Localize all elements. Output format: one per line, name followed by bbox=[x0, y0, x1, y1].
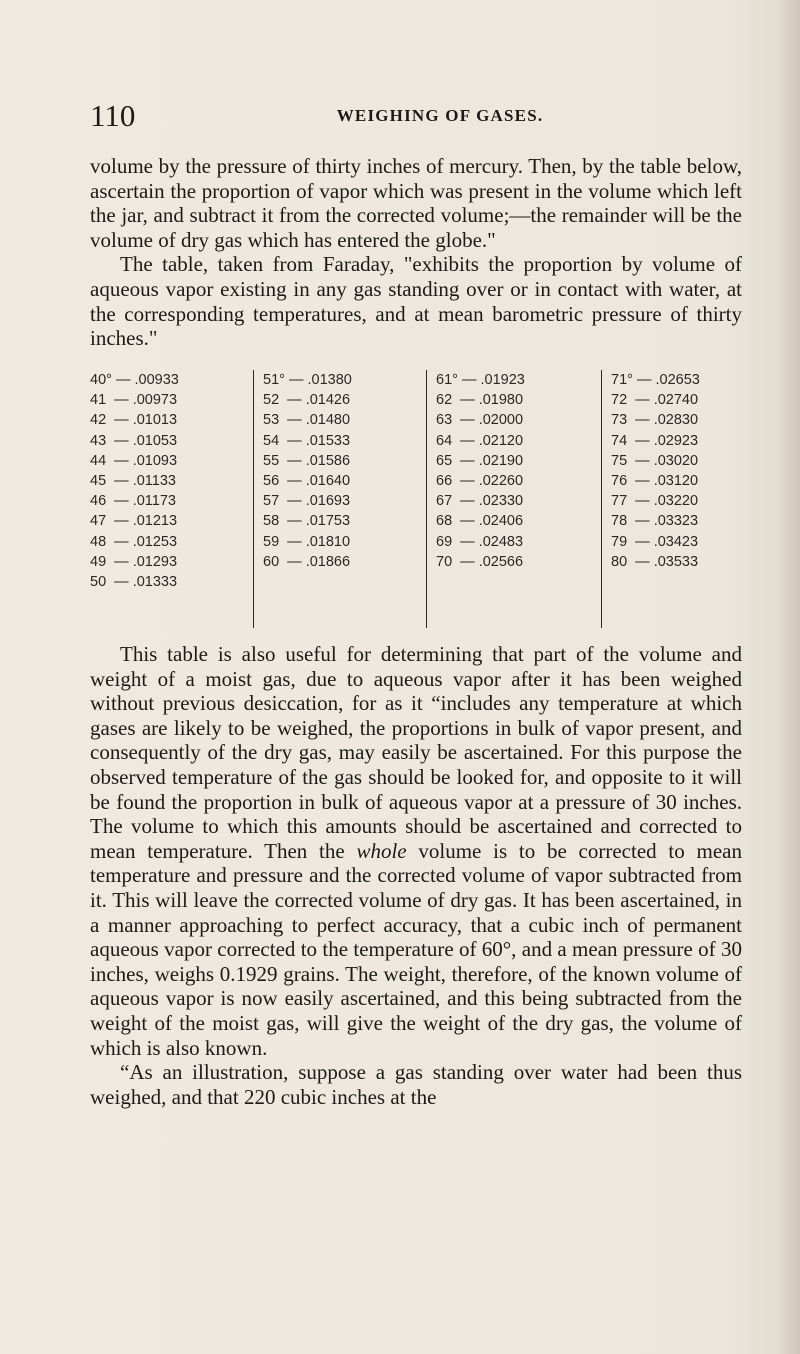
table-column-2 bbox=[253, 370, 352, 628]
table-row: 61° — .01923 bbox=[436, 372, 525, 388]
table-row: 76 — .03120 bbox=[611, 472, 699, 489]
table-row: 57 — .01693 bbox=[263, 493, 351, 510]
table-row: 74 — .02923 bbox=[611, 432, 699, 449]
table-row: 55 — .01586 bbox=[263, 452, 351, 469]
table-row: 70 — .02566 bbox=[436, 553, 524, 570]
table-row: 47 — .01213 bbox=[90, 513, 178, 530]
table-row: 69 — .02483 bbox=[436, 533, 524, 550]
table-row: 59 — .01810 bbox=[263, 533, 351, 550]
body-paragraph-2: “As an illustration, suppose a gas standing over water had been thus weighed, and that 220 cubic inches at the bbox=[90, 1060, 742, 1109]
table-row: 66 — .02260 bbox=[436, 472, 524, 489]
table-column-4 bbox=[601, 370, 700, 628]
body-text bbox=[90, 642, 742, 1109]
table-row: 60 — .01866 bbox=[263, 553, 351, 570]
table-row: 53 — .01480 bbox=[263, 412, 351, 429]
emphasized-word: whole bbox=[356, 838, 407, 863]
table-row: 78 — .03323 bbox=[611, 513, 699, 530]
table-row: 67 — .02330 bbox=[436, 493, 524, 510]
table-row: 52 — .01426 bbox=[263, 392, 351, 409]
table-row: 43 — .01053 bbox=[90, 432, 178, 449]
intro-text bbox=[90, 154, 742, 351]
table-row: 44 — .01093 bbox=[90, 452, 178, 469]
body-paragraph-1 bbox=[90, 642, 742, 1060]
table-row: 51° — .01380 bbox=[263, 372, 352, 388]
table-row: 42 — .01013 bbox=[90, 412, 178, 429]
table-row: 65 — .02190 bbox=[436, 452, 524, 469]
vapor-proportion-table bbox=[90, 370, 750, 625]
running-head: WEIGHING OF GASES. bbox=[336, 106, 544, 125]
table-row: 77 — .03220 bbox=[611, 493, 699, 510]
table-row: 72 — .02740 bbox=[611, 392, 699, 409]
table-row: 64 — .02120 bbox=[436, 432, 524, 449]
table-row: 68 — .02406 bbox=[436, 513, 524, 530]
body-text-part-2: volume is to be corrected to mean temperature and pressure and the corrected volume of vapor subtracted from it. This will leave the corrected volume of dry gas. It has been ascertained, in a manner approaching to perfect accuracy, that a cubic inch of permanent aqueous vapor corrected to the temperature of 60°, and a mean pressure of 30 inches, weighs 0.1929 grains. The weight, therefore, of the known volume of aqueous vapor is now easily ascertained, and this being subtracted from the weight of the moist gas, will give the weight of the dry gas, the volume of which is also known. bbox=[90, 838, 742, 1060]
page-number: 110 bbox=[90, 98, 136, 133]
table-row: 41 — .00973 bbox=[90, 392, 178, 409]
table-row: 45 — .01133 bbox=[90, 472, 176, 489]
table-row: 75 — .03020 bbox=[611, 452, 699, 469]
intro-paragraph-1: volume by the pressure of thirty inches of mercury. Then, by the table below, ascertain the proportion of vapor which was present in the volume which left the jar, and subtract it from the corrected volume;—the remainder will be the volume of dry gas which has entered the globe." bbox=[90, 154, 742, 252]
table-row: 73 — .02830 bbox=[611, 412, 699, 429]
table-row: 40° — .00933 bbox=[90, 372, 179, 388]
table-row: 46 — .01173 bbox=[90, 493, 176, 510]
table-row: 71° — .02653 bbox=[611, 372, 700, 388]
table-row: 56 — .01640 bbox=[263, 472, 351, 489]
table-row: 62 — .01980 bbox=[436, 392, 524, 409]
table-row: 58 — .01753 bbox=[263, 513, 351, 530]
table-row: 80 — .03533 bbox=[611, 553, 699, 570]
table-column-1 bbox=[90, 370, 179, 592]
table-row: 50 — .01333 bbox=[90, 573, 178, 590]
table-row: 63 — .02000 bbox=[436, 412, 524, 429]
body-text-part-1: This table is also useful for determining that part of the volume and weight of a moist gas, due to aqueous vapor after it has been weighed without previous desiccation, for as it “includes any temperature at which gases are likely to be weighed, the proportions in bulk of vapor present, and consequently of the dry gas, may easily be ascertained. For this purpose the observed temperature of the gas should be looked for, and opposite to it will be found the proportion in bulk of aqueous vapor at a pressure of 30 inches. The volume to which this amounts should be ascertained and corrected to mean temperature. Then the bbox=[90, 642, 742, 863]
table-column-3 bbox=[426, 370, 525, 628]
page-header bbox=[90, 96, 750, 136]
table-row: 48 — .01253 bbox=[90, 533, 178, 550]
intro-paragraph-2: The table, taken from Faraday, "exhibits the proportion by volume of aqueous vapor existing in any gas standing over or in contact with water, at the corresponding temperatures, and at mean barometric pressure of thirty inches." bbox=[90, 252, 742, 351]
table-row: 79 — .03423 bbox=[611, 533, 699, 550]
table-row: 49 — .01293 bbox=[90, 553, 178, 570]
table-row: 54 — .01533 bbox=[263, 432, 351, 449]
